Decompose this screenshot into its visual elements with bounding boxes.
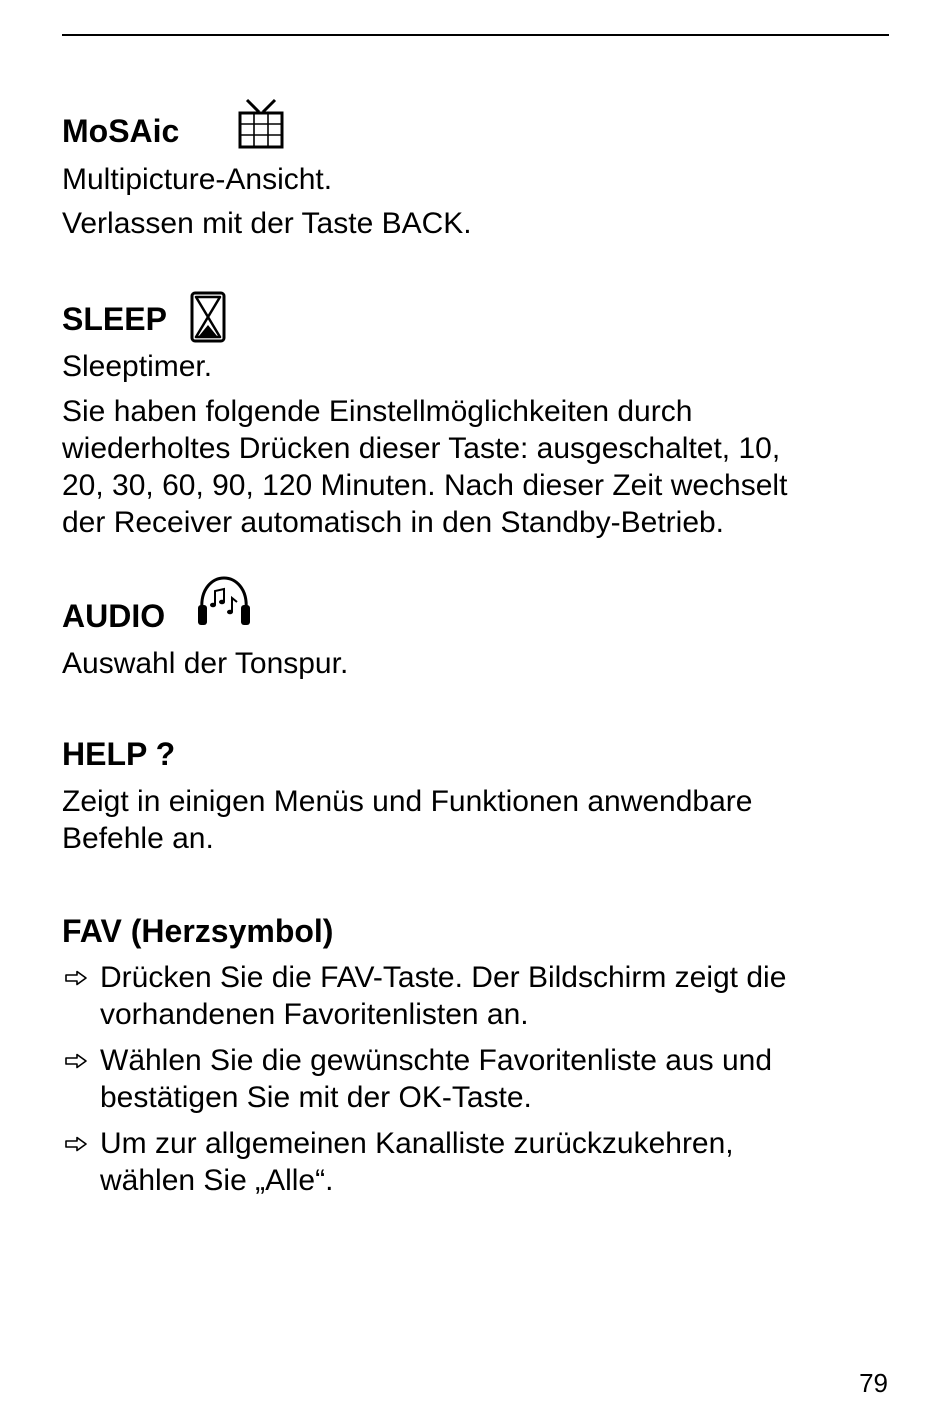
- fav-heading: FAV (Herzsymbol): [62, 913, 334, 949]
- mosaic-heading: MoSAic: [62, 113, 180, 149]
- sleep-line: Sie haben folgende Einstellmöglichkeiten durch: [62, 395, 693, 428]
- mosaic-line: Multipicture-Ansicht.: [62, 163, 333, 196]
- arrow-right-icon: [64, 1136, 88, 1152]
- audio-line: Auswahl der Tonspur.: [62, 647, 349, 680]
- sleep-line: Sleeptimer.: [62, 350, 213, 383]
- hourglass-icon: [188, 290, 228, 344]
- headphones-music-icon: [195, 574, 253, 628]
- tv-grid-icon: [237, 98, 285, 150]
- top-rule: [62, 34, 889, 36]
- mosaic-line: Verlassen mit der Taste BACK.: [62, 207, 472, 240]
- help-line: Befehle an.: [62, 822, 214, 855]
- sleep-heading: SLEEP: [62, 301, 167, 337]
- page-number: 79: [859, 1368, 888, 1398]
- fav-bullet-line: Drücken Sie die FAV-Taste. Der Bildschirm zeigt die: [100, 961, 787, 994]
- fav-bullet-line: bestätigen Sie mit der OK-Taste.: [100, 1081, 532, 1114]
- arrow-right-icon: [64, 970, 88, 986]
- fav-bullet-line: wählen Sie „Alle“.: [100, 1164, 334, 1197]
- arrow-right-icon: [64, 1053, 88, 1069]
- fav-bullet-line: Um zur allgemeinen Kanalliste zurückzukehren,: [100, 1127, 734, 1160]
- sleep-line: der Receiver automatisch in den Standby-Betrieb.: [62, 506, 725, 539]
- audio-heading: AUDIO: [62, 598, 166, 634]
- fav-bullet-line: vorhandenen Favoritenlisten an.: [100, 998, 529, 1031]
- sleep-line: 20, 30, 60, 90, 120 Minuten. Nach dieser Zeit wechselt: [62, 469, 788, 502]
- help-heading: HELP ?: [62, 736, 176, 772]
- fav-bullet-line: Wählen Sie die gewünschte Favoritenliste aus und: [100, 1044, 773, 1077]
- help-line: Zeigt in einigen Menüs und Funktionen anwendbare: [62, 785, 753, 818]
- sleep-line: wiederholtes Drücken dieser Taste: ausgeschaltet, 10,: [62, 432, 781, 465]
